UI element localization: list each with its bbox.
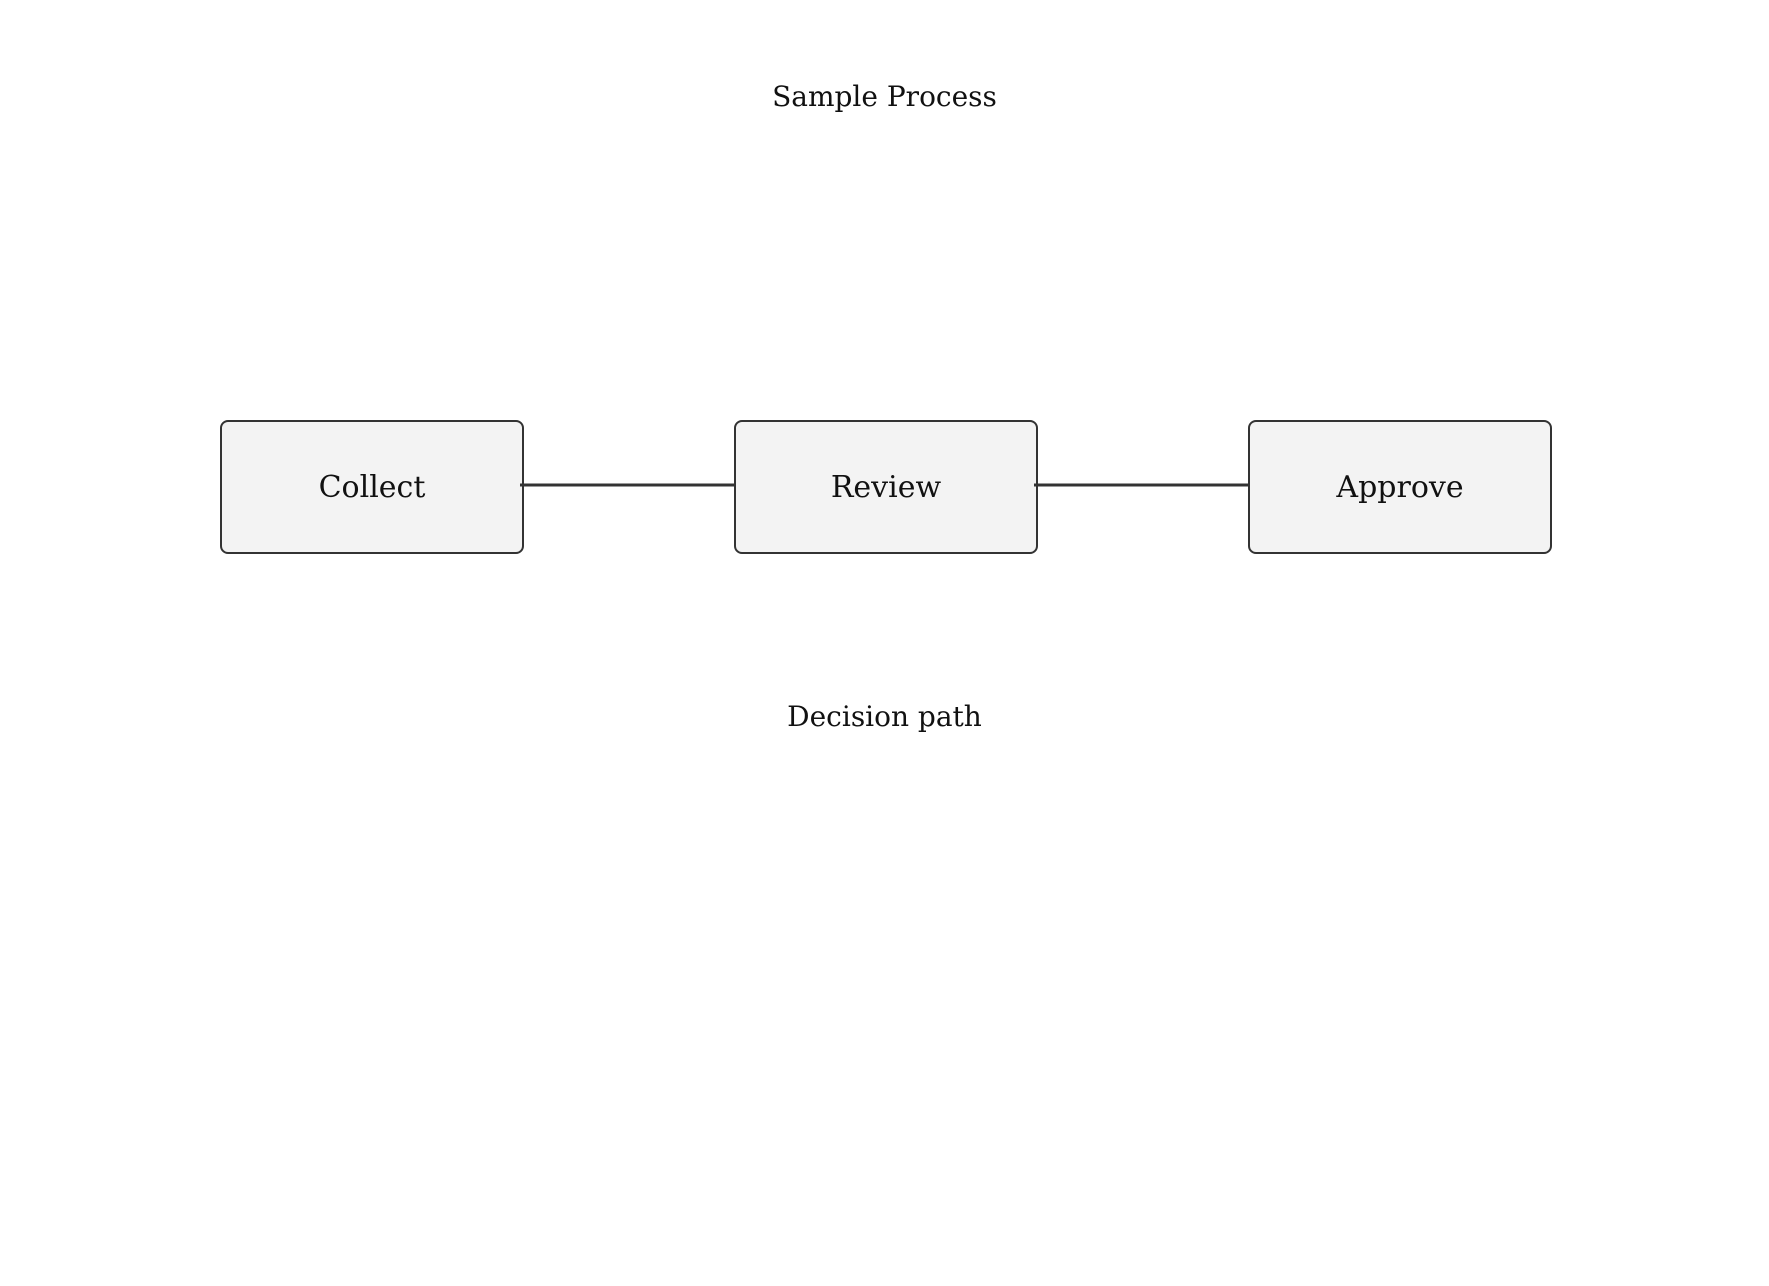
step-review: Review	[734, 420, 1038, 554]
step-collect: Collect	[220, 420, 524, 554]
step-approve: Approve	[1248, 420, 1552, 554]
diagram-note: Decision path	[787, 700, 982, 733]
diagram-title: Sample Process	[772, 80, 997, 113]
